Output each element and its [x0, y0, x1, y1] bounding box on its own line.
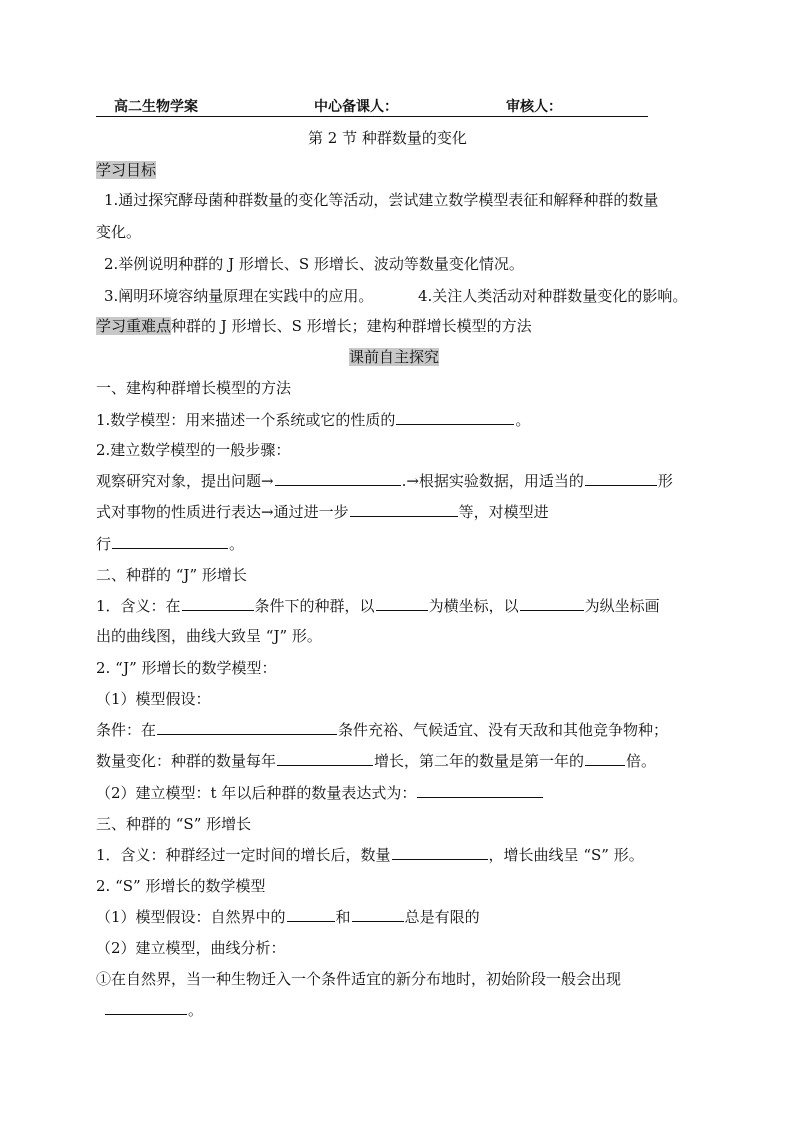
goal-1: 1.通过探究酵母菌种群数量的变化等活动，尝试建立数学模型表征和解释种群的数量: [104, 191, 659, 209]
sec3-line4: （2）建立模型，曲线分析：: [96, 939, 286, 957]
sec2-line3: 2. “J” 形增长的数学模型：: [96, 659, 277, 677]
blank[interactable]: [585, 471, 657, 486]
blank[interactable]: [392, 845, 488, 860]
blank[interactable]: [287, 907, 335, 922]
header-reviewer: 审核人：: [506, 99, 562, 115]
blank[interactable]: [277, 751, 373, 766]
blank[interactable]: [105, 1000, 187, 1015]
sec1-line1: 1.数学模型：用来描述一个系统或它的性质的 。: [96, 411, 531, 429]
blank[interactable]: [157, 720, 337, 735]
sec2-line4: （1）模型假设：: [96, 690, 211, 708]
sec3-title: 三、种群的 “S” 形增长: [96, 815, 252, 833]
sec2-line2: 出的曲线图，曲线大致呈 “J” 形。: [96, 627, 322, 645]
blank[interactable]: [350, 502, 458, 517]
sec1-line3: 观察研究对象，提出问题→ .→根据实验数据，用适当的 形: [96, 472, 673, 490]
preview-title: 课前自主探究: [349, 348, 440, 366]
sec3-line2: 2. “S” 形增长的数学模型: [96, 877, 266, 895]
blank[interactable]: [352, 907, 404, 922]
sec3-line5: ①在自然界，当一种生物迁入一个条件适宜的新分布地时，初始阶段一般会出现: [96, 970, 622, 988]
sec3-line6: 。: [104, 1000, 203, 1020]
sec2-title: 二、种群的 “J” 形增长: [96, 566, 247, 584]
page-header: [96, 94, 648, 117]
section-title: 第 2 节 种群数量的变化: [308, 129, 467, 147]
blank[interactable]: [182, 596, 254, 611]
sec2-line5: 条件：在 条件充裕、气候适宜、没有天敌和其他竞争物种；: [96, 721, 669, 739]
key-text: 种群的 J 形增长、S 形增长；建构种群增长模型的方法: [171, 317, 532, 335]
sec3-line3: （1）模型假设：自然界中的 和 总是有限的: [96, 908, 480, 926]
goal-3: 3.阐明环境容纳量原理在实践中的应用。: [104, 287, 374, 305]
goal-4: 4.关注人类活动对种群数量变化的影响。: [418, 287, 688, 305]
sec1-title: 一、建构种群增长模型的方法: [96, 379, 292, 397]
key-label: 学习重难点: [96, 317, 172, 335]
header-course: 高二生物学案: [114, 99, 198, 115]
blank[interactable]: [275, 471, 401, 486]
goal-1-cont: 变化。: [96, 223, 142, 241]
sec2-line6: 数量变化：种群的数量每年 增长，第二年的数量是第一年的 倍。: [96, 752, 657, 770]
goals-label: 学习目标: [96, 161, 157, 179]
sec1-line5: 行 。: [96, 535, 245, 553]
blank[interactable]: [417, 783, 543, 798]
sec3-line1: 1．含义：种群经过一定时间的增长后，数量 ，增长曲线呈 “S” 形。: [96, 846, 644, 864]
goal-2: 2.举例说明种群的 J 形增长、S 形增长、波动等数量变化情况。: [104, 255, 524, 273]
sec2-line7: （2）建立模型：t 年以后种群的数量表达式为：: [96, 783, 544, 803]
sec1-line2: 2.建立数学模型的一般步骤：: [96, 441, 291, 459]
blank[interactable]: [520, 596, 584, 611]
header-lead-teacher: 中心备课人：: [314, 99, 398, 115]
blank[interactable]: [376, 596, 428, 611]
key-points: [96, 316, 532, 336]
blank[interactable]: [396, 410, 514, 425]
sec1-line4: 式对事物的性质进行表达→通过进一步 等，对模型进: [96, 503, 549, 521]
sec2-line1: 1．含义：在 条件下的种群，以 为横坐标，以 为纵坐标画: [96, 597, 660, 615]
blank[interactable]: [585, 751, 625, 766]
blank[interactable]: [112, 534, 228, 549]
